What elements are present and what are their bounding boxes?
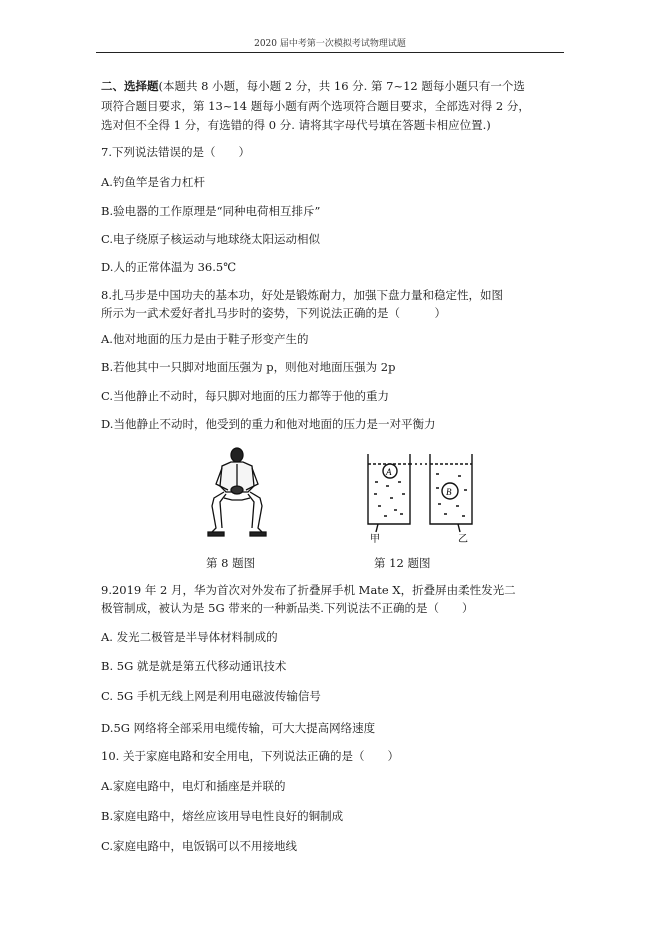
- beaker-right-label: 乙: [458, 534, 468, 544]
- figure-12-caption: 第 12 题图: [374, 556, 431, 570]
- q9-stem-line-2: 极管制成，被认为是 5G 带来的一种新品类.下列说法不正确的是（ ）: [101, 601, 474, 615]
- section-intro-line-1: 二、选择题(本题共 8 小题，每小题 2 分，共 16 分. 第 7~12 题每小题只有一个选: [101, 79, 525, 93]
- q10-stem: 10. 关于家庭电路和安全用电，下列说法正确的是（ ）: [101, 749, 399, 763]
- ball-a-label: A: [386, 467, 392, 477]
- ball-b-label: B: [446, 487, 452, 497]
- q9-option-b: B. 5G 就是就是第五代移动通讯技术: [101, 659, 287, 673]
- q8-option-b: B.若他其中一只脚对地面压强为 p，则他对地面压强为 2p: [101, 360, 396, 374]
- page-header: 2020 届中考第一次模拟考试物理试题: [96, 36, 564, 53]
- q9-option-d: D.5G 网络将全部采用电缆传输，可大大提高网络速度: [101, 721, 376, 735]
- figure-12-beakers: [360, 448, 480, 544]
- q7-stem: 7.下列说法错误的是（ ）: [101, 145, 250, 159]
- q8-option-c: C.当他静止不动时，每只脚对地面的压力都等于他的重力: [101, 389, 390, 403]
- q7-option-a: A.钓鱼竿是省力杠杆: [101, 175, 205, 189]
- q7-option-d: D.人的正常体温为 36.5℃: [101, 260, 237, 274]
- figure-8-horse-stance: [206, 446, 268, 542]
- section-heading: 二、选择题: [101, 79, 159, 93]
- q10-option-c: C.家庭电路中，电饭锅可以不用接地线: [101, 839, 298, 853]
- q8-option-a: A.他对地面的压力是由于鞋子形变产生的: [101, 332, 309, 346]
- q8-stem-line-2: 所示为一武术爱好者扎马步时的姿势，下列说法正确的是（ ）: [101, 306, 446, 320]
- q9-stem-line-1: 9.2019 年 2 月，华为首次对外发布了折叠屏手机 Mate X，折叠屏由柔性发光二: [101, 583, 516, 597]
- q8-stem-line-1: 8.扎马步是中国功夫的基本功，好处是锻炼耐力，加强下盘力量和稳定性，如图: [101, 288, 503, 302]
- q9-option-a: A. 发光二极管是半导体材料制成的: [101, 630, 278, 644]
- section-intro-line-3: 选对但不全得 1 分，有选错的得 0 分. 请将其字母代号填在答题卡相应位置.): [101, 118, 491, 132]
- q10-option-a: A.家庭电路中，电灯和插座是并联的: [101, 779, 286, 793]
- q8-option-d: D.当他静止不动时，他受到的重力和他对地面的压力是一对平衡力: [101, 417, 436, 431]
- q10-option-b: B.家庭电路中，熔丝应该用导电性良好的铜制成: [101, 809, 344, 823]
- figure-8-caption: 第 8 题图: [206, 556, 256, 570]
- q7-option-c: C.电子绕原子核运动与地球绕太阳运动相似: [101, 232, 321, 246]
- beaker-left-label: 甲: [370, 534, 380, 544]
- q7-option-b: B.验电器的工作原理是“同种电荷相互排斥”: [101, 204, 321, 218]
- q9-option-c: C. 5G 手机无线上网是利用电磁波传输信号: [101, 689, 321, 703]
- section-intro-line-2: 项符合题目要求，第 13~14 题每小题有两个选项符合题目要求，全部选对得 2 分，: [101, 99, 530, 113]
